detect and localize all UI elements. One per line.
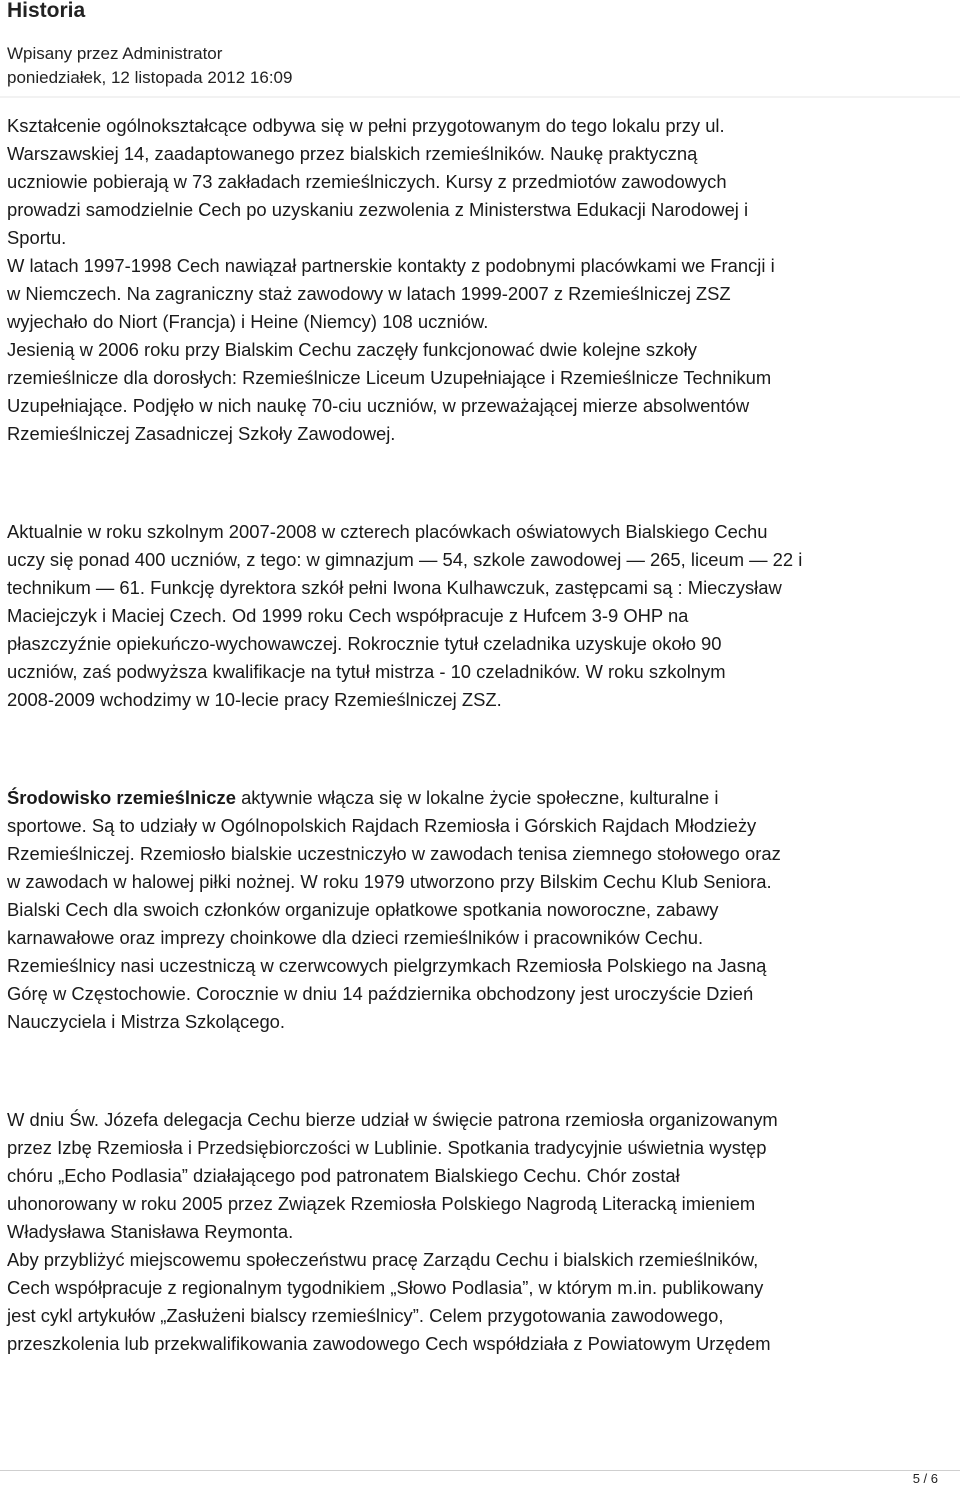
paragraph-lead-bold: Środowisko rzemieślnicze [7, 787, 236, 808]
page-number: 5 / 6 [912, 1471, 938, 1486]
author-line: Wpisany przez Administrator [7, 44, 223, 63]
paragraph-patron: W dniu Św. Józefa delegacja Cechu bierze udział w święcie patrona rzemiosła organizowanym przez Izbę Rzemiosła i Przedsiębiorczości w Lublinie. Spotkania tradycyjnie uświetnia występ chóru „Echo Podlasia” działającego pod patronatem Bialskiego Cechu. Chór został uhonorowany w roku 2005 przez Związek Rzemiosła Polskiego Nagrodą Literacką imieniem Władysława Stanisława Reymonta. Aby przybliżyć miejscowemu społeczeństwu pracę Zarządu Cechu i bialskich rzemieślników, Cech współpracuje z regionalnym tygodnikiem „Słowo Podlasia”, w którym m.in. publikowany jest cykl artykułów „Zasłużeni bialscy rzemieślnicy”. Celem przygotowania zawodowego, przeszkolenia lub przekwalifikowania zawodowego Cech współdziała z Powiatowym Urzędem [7, 1109, 778, 1354]
article-body [7, 112, 957, 1358]
paragraph-spacer [7, 1036, 957, 1106]
paragraph-schools: Aktualnie w roku szkolnym 2007-2008 w czterech placówkach oświatowych Bialskiego Cechu uczy się ponad 400 uczniów, z tego: w gimnazjum — 54, szkole zawodowej — 265, liceum — 22 i technikum — 61. Funkcję dyrektora szkół pełni Iwona Kulhawczuk, zastępcami są : Mieczysław Maciejczyk i Maciej Czech. Od 1999 roku Cech współpracuje z Hufcem 3-9 OHP na płaszczyźnie opiekuńczo-wychowawczej. Rokrocznie tytuł czeladnika uzyskuje około 90 uczniów, zaś podwyższa kwalifikacje na tytuł mistrza - 10 czeladników. W roku szkolnym 2008-2009 wchodzimy w 10-lecie pracy Rzemieślniczej ZSZ. [7, 521, 803, 710]
page-title: Historia [7, 0, 86, 22]
header-divider [0, 96, 960, 98]
paragraph-spacer [7, 714, 957, 784]
article-header [0, 0, 960, 96]
date-line: poniedziałek, 12 listopada 2012 16:09 [7, 68, 293, 87]
paragraph-community-text: aktywnie włącza się w lokalne życie społeczne, kulturalne i sportowe. Są to udziały w Ogólnopolskich Rajdach Rzemiosła i Górskich Rajdach Młodzieży Rzemieślniczej. Rzemiosło bialskie uczestniczyło w zawodach tenisa ziemnego stołowego oraz w zawodach w halowej piłki nożnej. W roku 1979 utworzono przy Bilskim Cechu Klub Seniora. Bialski Cech dla swoich członków organizuje opłatkowe spotkania noworoczne, zabawy karnawałowe oraz imprezy choinkowe dla dzieci rzemieślników i pracowników Cechu. Rzemieślnicy nasi uczestniczą w czerwcowych pielgrzymkach Rzemiosła Polskiego na Jasną Górę w Częstochowie. Corocznie w dniu 14 października obchodzony jest uroczyście Dzień Nauczyciela i Mistrza Szkolącego. [7, 787, 781, 1032]
paragraph-community [7, 784, 957, 1036]
paragraph-education: Kształcenie ogólnokształcące odbywa się w pełni przygotowanym do tego lokalu przy ul. Warszawskiej 14, zaadaptowanego przez bialskich rzemieślników. Naukę praktyczną uczniowie pobierają w 73 zakładach rzemieślniczych. Kursy z przedmiotów zawodowych prowadzi samodzielnie Cech po uzyskaniu zezwolenia z Ministerstwa Edukacji Narodowej i Sportu. W latach 1997-1998 Cech nawiązał partnerskie kontakty z podobnymi placówkami we Francji i w Niemczech. Na zagraniczny staż zawodowy w latach 1999-2007 z Rzemieślniczej ZSZ wyjechało do Niort (Francja) i Heine (Niemcy) 108 uczniów. Jesienią w 2006 roku przy Bialskim Cechu zaczęły funkcjonować dwie kolejne szkoły rzemieślnicze dla dorosłych: Rzemieślnicze Liceum Uzupełniające i Rzemieślnicze Technikum Uzupełniające. Podjęło w nich naukę 70-ciu uczniów, w przeważającej mierze absolwentów Rzemieślniczej Zasadniczej Szkoły Zawodowej. [7, 115, 775, 444]
footer-divider [0, 1470, 960, 1471]
paragraph-spacer [7, 448, 957, 518]
